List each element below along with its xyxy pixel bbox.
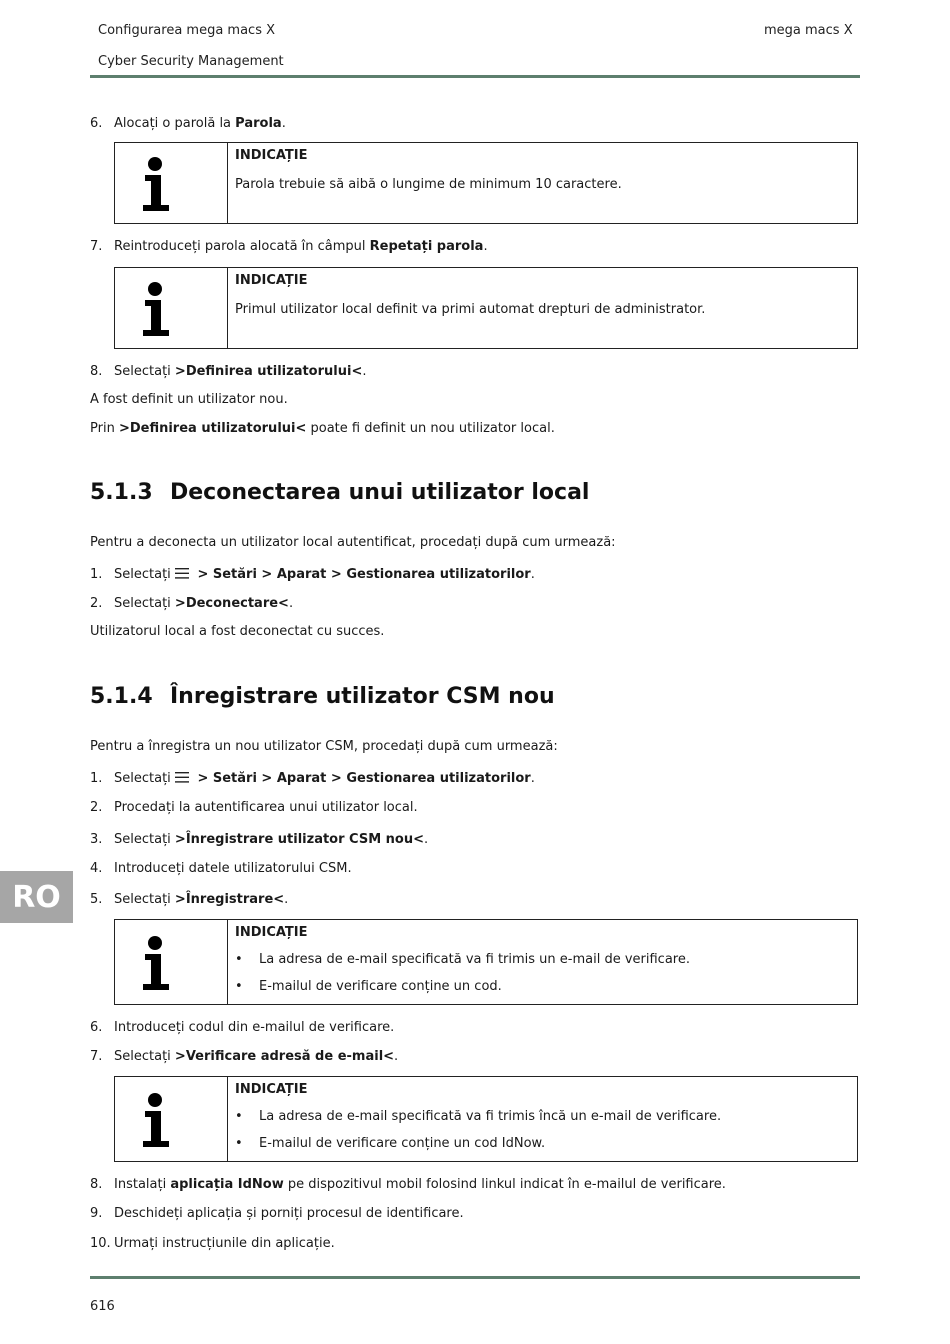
info-text-end: poate fi definit un nou utilizator local. (306, 421, 555, 436)
step-9-open-app (90, 1206, 464, 1221)
step-number: 6. (90, 1020, 103, 1035)
step-bold: Parola (235, 116, 282, 131)
note-box-4 (114, 1076, 858, 1162)
step-number: 2. (90, 800, 103, 815)
note-bullet-text: La adresa de e-mail specificată va fi trimis un e-mail de verificare. (259, 952, 690, 967)
step-text: Selectați (114, 567, 175, 582)
step-text: Selectați (114, 1049, 175, 1064)
result-user-defined: A fost definit un utilizator nou. (90, 392, 288, 407)
step-punct: . (362, 364, 367, 379)
step-bold: >Verificare adresă de e-mail< (174, 1049, 395, 1064)
step-4-enter-data (90, 861, 352, 876)
step-number: 7. (90, 239, 103, 254)
note-bullet-text: E-mailul de verificare conține un cod. (259, 979, 502, 994)
page-number: 616 (90, 1299, 115, 1314)
step-text: Selectați (114, 596, 175, 611)
step-bold: > Setări > Aparat > Gestionarea utilizatorilor (192, 771, 531, 786)
step-1-menu (90, 567, 535, 582)
step-punct: . (394, 1049, 399, 1064)
step-text: Procedați la autentificarea unui utilizator local. (114, 800, 418, 815)
header-rule (90, 75, 860, 78)
header-subtitle: Cyber Security Management (98, 54, 284, 69)
step-number: 1. (90, 567, 103, 582)
section-intro: Pentru a deconecta un utilizator local autentificat, procedați după cum urmează: (90, 535, 616, 550)
step-text: Introduceți datele utilizatorului CSM. (114, 861, 352, 876)
info-text: Prin (90, 421, 119, 436)
step-text: Reintroduceți parola alocată în câmpul (114, 239, 370, 254)
step-bold: >Definirea utilizatorului< (174, 364, 363, 379)
step-text: Selectați (114, 771, 175, 786)
section-number: 5.1.3 (90, 480, 153, 505)
note-bullet: • E-mailul de verificare conține un cod. (235, 979, 502, 994)
section-title: Deconectarea unui utilizator local (170, 480, 590, 505)
step-text: Selectați (114, 364, 175, 379)
info-icon (137, 153, 177, 213)
step-punct: . (288, 596, 294, 611)
step-punct: . (424, 832, 429, 847)
step-number: 5. (90, 892, 103, 907)
section-heading-514 (90, 684, 555, 709)
step-7-verify-email (90, 1049, 398, 1064)
step-text: Introduceți codul din e-mailul de verificare. (114, 1020, 395, 1035)
menu-icon (175, 568, 189, 579)
result-disconnected: Utilizatorul local a fost deconectat cu succes. (90, 624, 385, 639)
step-text: Selectați (114, 832, 175, 847)
step-8-define-user (90, 364, 366, 379)
section-title: Înregistrare utilizator CSM nou (170, 684, 555, 709)
step-text: Alocați o parolă la (114, 116, 236, 131)
info-icon (137, 278, 177, 338)
step-6-password (90, 116, 286, 131)
step-text: Selectați (114, 892, 175, 907)
step-bold: >Deconectare< (174, 596, 289, 611)
step-number: 10. (90, 1236, 111, 1251)
info-icon (137, 1089, 177, 1149)
step-number: 7. (90, 1049, 103, 1064)
step-punct: . (483, 239, 488, 254)
step-punct: . (530, 771, 535, 786)
info-bold: >Definirea utilizatorului< (118, 421, 307, 436)
note-box-1 (114, 142, 858, 224)
step-number: 9. (90, 1206, 103, 1221)
step-bold: >Înregistrare utilizator CSM nou< (174, 832, 424, 847)
note-icon-cell (115, 268, 228, 348)
note-box-2 (114, 267, 858, 349)
step-number: 8. (90, 364, 103, 379)
note-title: INDICAȚIE (235, 273, 308, 288)
step-number: 3. (90, 832, 103, 847)
info-define-user (90, 421, 555, 436)
step-2-disconnect (90, 596, 293, 611)
step-10-follow-instructions (90, 1236, 335, 1251)
step-6-enter-code (90, 1020, 394, 1035)
step-number: 6. (90, 116, 103, 131)
step-8-install-idnow (90, 1177, 726, 1192)
language-tab: RO (0, 871, 73, 923)
header-left-title: Configurarea mega macs X (98, 23, 276, 38)
note-bullet: • La adresa de e-mail specificată va fi trimis un e-mail de verificare. (235, 952, 690, 967)
step-number: 4. (90, 861, 103, 876)
step-text-end: pe dispozitivul mobil folosind linkul indicat în e-mailul de verificare. (283, 1177, 726, 1192)
step-bold: aplicația IdNow (170, 1177, 284, 1192)
note-text: Primul utilizator local definit va primi automat drepturi de administrator. (235, 302, 706, 317)
section-intro: Pentru a înregistra un nou utilizator CSM, procedați după cum urmează: (90, 739, 558, 754)
note-title: INDICAȚIE (235, 1082, 308, 1097)
step-number: 1. (90, 771, 103, 786)
note-title: INDICAȚIE (235, 148, 308, 163)
note-bullet-text: E-mailul de verificare conține un cod IdNow. (259, 1136, 546, 1151)
step-number: 2. (90, 596, 103, 611)
step-text: Deschideți aplicația și porniți procesul de identificare. (114, 1206, 464, 1221)
note-bullet-text: La adresa de e-mail specificată va fi trimis încă un e-mail de verificare. (259, 1109, 722, 1124)
step-punct: . (281, 116, 286, 131)
step-bold: > Setări > Aparat > Gestionarea utilizatorilor (192, 567, 531, 582)
step-punct: . (284, 892, 289, 907)
step-5-register (90, 892, 288, 907)
header-right-title: mega macs X (764, 23, 853, 38)
step-bold: >Înregistrare< (174, 892, 285, 907)
step-number: 8. (90, 1177, 103, 1192)
step-1-menu (90, 771, 535, 786)
section-heading-513 (90, 480, 589, 505)
note-text: Parola trebuie să aibă o lungime de minimum 10 caractere. (235, 177, 622, 192)
footer-rule (90, 1276, 860, 1279)
step-3-register-csm (90, 832, 428, 847)
note-bullet: • La adresa de e-mail specificată va fi trimis încă un e-mail de verificare. (235, 1109, 722, 1124)
step-7-repeat-password (90, 239, 488, 254)
section-number: 5.1.4 (90, 684, 153, 709)
note-bullet: • E-mailul de verificare conține un cod IdNow. (235, 1136, 546, 1151)
step-punct: . (530, 567, 535, 582)
note-icon-cell (115, 143, 228, 223)
note-icon-cell (115, 1077, 228, 1161)
info-icon (137, 932, 177, 992)
step-bold: Repetați parola (369, 239, 484, 254)
note-box-3 (114, 919, 858, 1005)
note-icon-cell (115, 920, 228, 1004)
menu-icon (175, 772, 189, 783)
step-text: Instalați (114, 1177, 171, 1192)
step-text: Urmați instrucțiunile din aplicație. (114, 1236, 335, 1251)
note-title: INDICAȚIE (235, 925, 308, 940)
step-2-authenticate (90, 800, 418, 815)
